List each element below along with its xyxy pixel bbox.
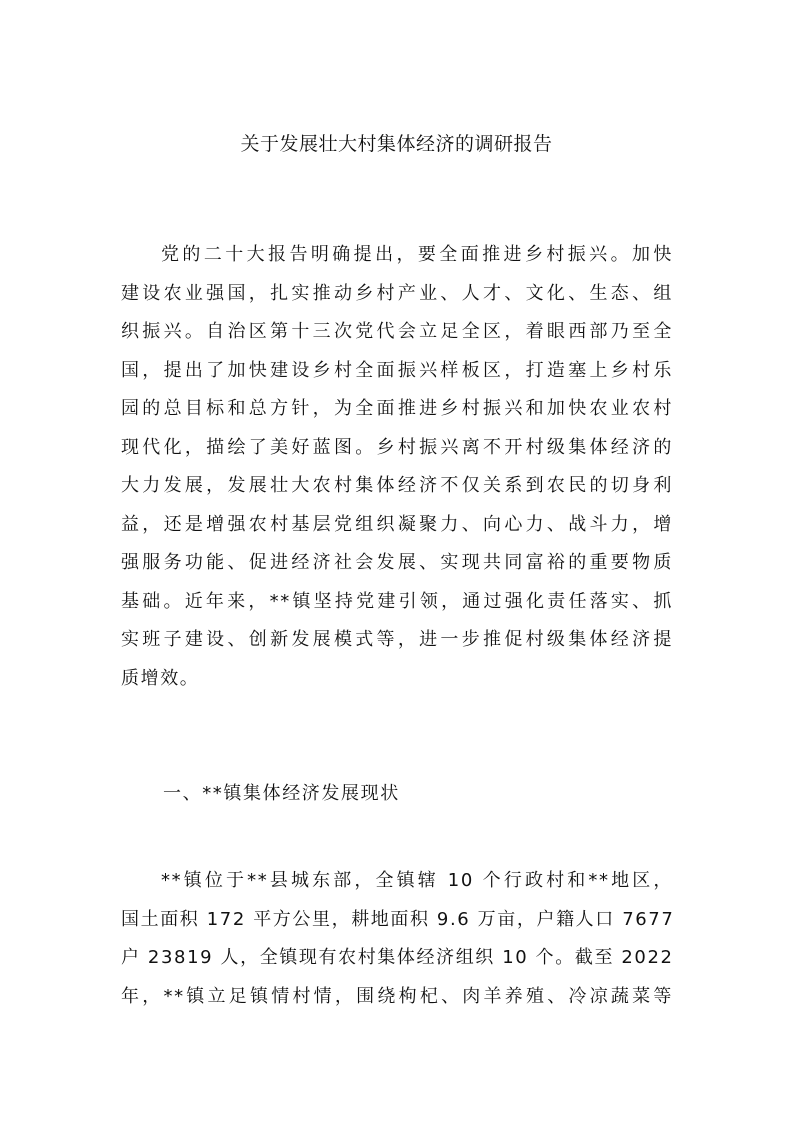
paragraph-line: 大力发展，发展壮大农村集体经济不仅关系到农民的切身利 <box>121 475 673 496</box>
paragraph-line: 益，还是增强农村基层党组织凝聚力、向心力、战斗力，增 <box>121 513 673 535</box>
paragraph-line: 实班子建设、创新发展模式等，进一步推促村级集体经济提 <box>121 629 673 650</box>
paragraph-line: 国，提出了加快建设乡村全面振兴样板区，打造塞上乡村乐 <box>121 359 673 381</box>
paragraph-line: **镇位于**县城东部，全镇辖 10 个行政村和**地区， <box>161 870 673 891</box>
paragraph-line: 建设农业强国，扎实推动乡村产业、人才、文化、生态、组 <box>121 282 673 304</box>
intro-paragraph <box>121 236 673 698</box>
section-heading: 一、**镇集体经济发展现状 <box>163 783 400 804</box>
paragraph-line: 织振兴。自治区第十三次党代会立足全区，着眼西部乃至全 <box>121 321 673 342</box>
paragraph-line: 党的二十大报告明确提出，要全面推进乡村振兴。加快 <box>161 244 673 265</box>
paragraph-line: 年，**镇立足镇情村情，围绕枸杞、肉羊养殖、冷凉蔬菜等 <box>121 985 673 1007</box>
paragraph-line: 强服务功能、促进经济社会发展、实现共同富裕的重要物质 <box>121 552 673 573</box>
paragraph-line: 现代化，描绘了美好蓝图。乡村振兴离不开村级集体经济的 <box>121 436 673 458</box>
document-title: 关于发展壮大村集体经济的调研报告 <box>240 133 553 155</box>
paragraph-line: 质增效。 <box>121 667 200 689</box>
paragraph-line: 户 23819 人，全镇现有农村集体经济组织 10 个。截至 2022 <box>121 947 674 968</box>
paragraph-line: 国土面积 172 平方公里，耕地面积 9.6 万亩，户籍人口 7677 <box>121 908 675 930</box>
section-paragraph <box>121 862 673 1016</box>
paragraph-line: 基础。近年来，**镇坚持党建引领，通过强化责任落实、抓 <box>121 590 673 612</box>
paragraph-line: 园的总目标和总方针，为全面推进乡村振兴和加快农业农村 <box>121 398 673 419</box>
